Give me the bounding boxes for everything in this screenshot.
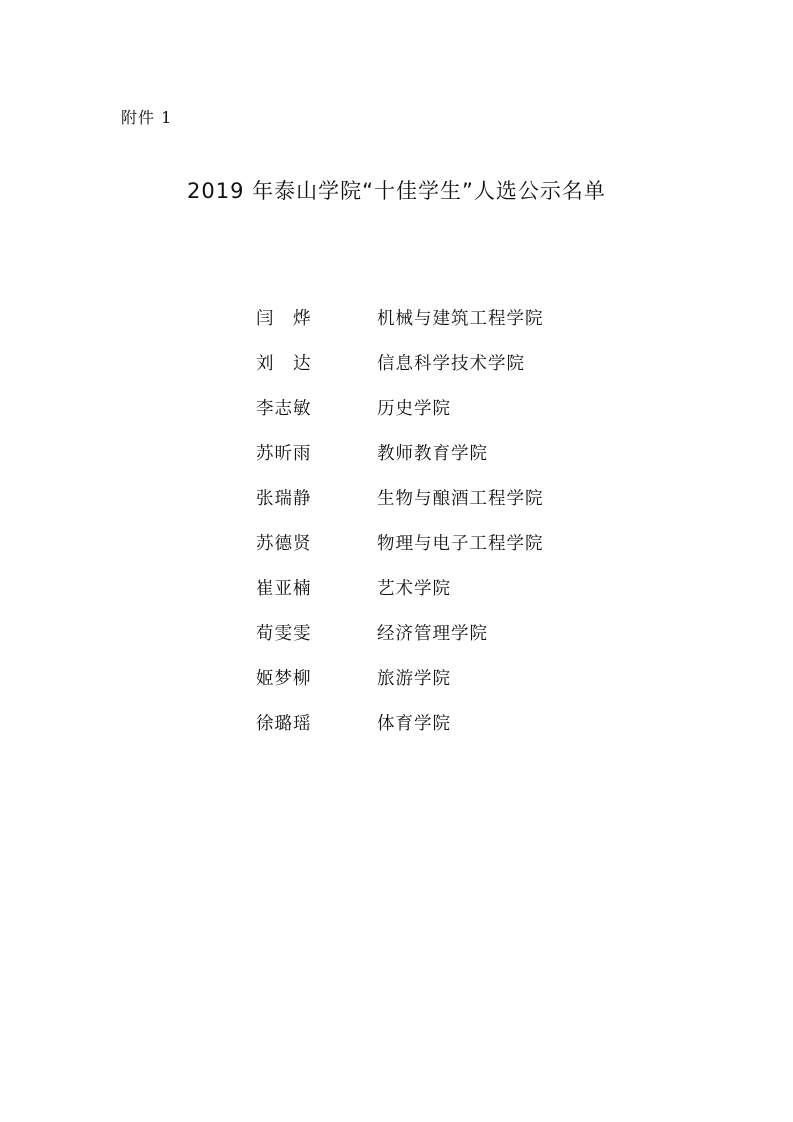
nominee-college: 艺术学院 (377, 579, 451, 599)
list-item (256, 574, 544, 619)
nominee-name: 苏德贤 (256, 534, 312, 554)
nominee-college: 旅游学院 (377, 669, 451, 689)
nominee-college: 经济管理学院 (377, 624, 488, 644)
nominee-name: 姬梦柳 (256, 669, 312, 689)
nominee-list (256, 304, 544, 754)
list-item (256, 664, 544, 709)
list-item (256, 529, 544, 574)
nominee-college: 历史学院 (377, 399, 451, 419)
nominee-college: 机械与建筑工程学院 (377, 309, 544, 329)
list-item (256, 619, 544, 664)
nominee-name: 张瑞静 (256, 489, 312, 509)
nominee-name: 刘 达 (256, 354, 312, 374)
list-item (256, 439, 544, 484)
attachment-label: 附件 1 (121, 108, 173, 127)
list-item (256, 304, 544, 349)
nominee-name: 荀雯雯 (256, 624, 312, 644)
list-item (256, 484, 544, 529)
list-item (256, 349, 544, 394)
nominee-name: 崔亚楠 (256, 579, 312, 599)
nominee-college: 教师教育学院 (377, 444, 488, 464)
nominee-name: 苏昕雨 (256, 444, 312, 464)
nominee-college: 信息科学技术学院 (377, 354, 525, 374)
list-item (256, 394, 544, 439)
nominee-college: 生物与酿酒工程学院 (377, 489, 544, 509)
nominee-college: 物理与电子工程学院 (377, 534, 544, 554)
nominee-name: 李志敏 (256, 399, 312, 419)
nominee-name: 徐璐瑶 (256, 714, 312, 734)
page-title: 2019 年泰山学院“十佳学生”人选公示名单 (187, 179, 606, 203)
nominee-college: 体育学院 (377, 714, 451, 734)
nominee-name: 闫 烨 (256, 309, 312, 329)
list-item (256, 709, 544, 754)
